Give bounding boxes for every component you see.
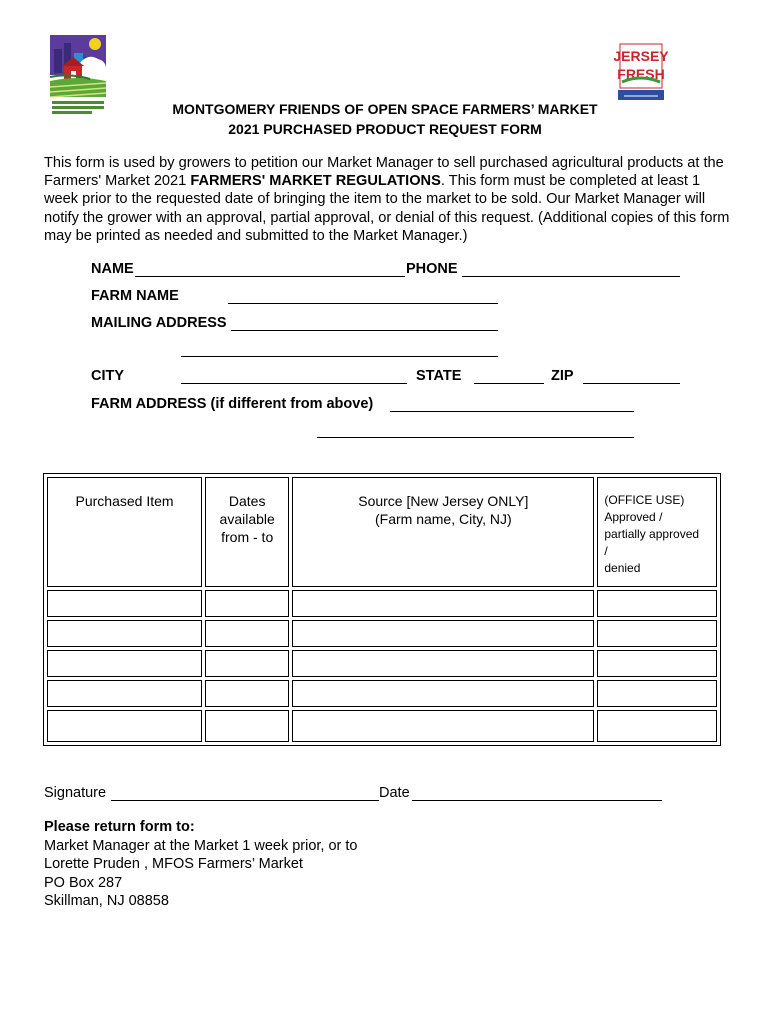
phone-field[interactable] — [462, 276, 680, 277]
intro-paragraph — [44, 154, 734, 245]
farm-address-field[interactable] — [390, 411, 634, 412]
table-row — [47, 620, 717, 647]
mailing-address-field-2[interactable] — [181, 356, 498, 357]
office-cell[interactable] — [597, 680, 717, 707]
state-field[interactable] — [474, 383, 544, 384]
farm-address-label: FARM ADDRESS (if different from above) — [91, 396, 374, 412]
date-label: Date — [379, 785, 410, 801]
mailing-address-field[interactable] — [231, 330, 498, 331]
dates-cell[interactable] — [205, 680, 289, 707]
source-cell[interactable] — [292, 680, 594, 707]
table-header-row — [47, 477, 717, 587]
return-line-4: Skillman, NJ 08858 — [44, 893, 169, 909]
return-line-2: Lorette Pruden , MFOS Farmers’ Market — [44, 856, 303, 872]
table-row — [47, 680, 717, 707]
page-title: MONTGOMERY FRIENDS OF OPEN SPACE FARMERS’ MARKET — [172, 101, 598, 117]
signature-field[interactable] — [111, 800, 379, 801]
phone-label: PHONE — [406, 261, 458, 277]
table-row — [47, 710, 717, 742]
svg-text:FRESH: FRESH — [617, 66, 665, 82]
mailing-address-label: MAILING ADDRESS — [91, 315, 227, 331]
column-header-dates: Dates available from - to — [205, 477, 289, 587]
zip-label: ZIP — [551, 368, 574, 384]
jersey-fresh-logo — [614, 42, 668, 102]
item-cell[interactable] — [47, 710, 202, 742]
farm-address-field-2[interactable] — [317, 437, 634, 438]
page-subtitle: 2021 PURCHASED PRODUCT REQUEST FORM — [228, 121, 542, 137]
office-cell[interactable] — [597, 710, 717, 742]
signature-label: Signature — [44, 785, 107, 801]
farm-name-label: FARM NAME — [91, 288, 179, 304]
intro-text-2: . This form must be completed at least 1 week prior to the requested date of bringing the item to the market to be sold. Our Market Manager will notify the grower with an approval, partial approval, or denial of this request. (Additional copies of this form may be printed as needed and submitted to the Market Manager.) — [44, 173, 730, 244]
source-cell[interactable] — [292, 590, 594, 617]
name-field[interactable] — [135, 276, 405, 277]
date-field[interactable] — [412, 800, 662, 801]
return-line-3: PO Box 287 — [44, 874, 123, 891]
table-row — [47, 590, 717, 617]
farm-name-field[interactable] — [228, 303, 498, 304]
column-header-purchased-item: Purchased Item — [47, 477, 202, 587]
purchased-items-table — [43, 473, 721, 746]
table-row — [47, 650, 717, 677]
zip-field[interactable] — [583, 383, 680, 384]
source-cell[interactable] — [292, 710, 594, 742]
return-line-1: Market Manager at the Market 1 week prior, or to — [44, 837, 358, 854]
state-label: STATE — [416, 368, 462, 384]
city-label: CITY — [91, 368, 125, 384]
return-info — [44, 818, 358, 911]
office-cell[interactable] — [597, 620, 717, 647]
item-cell[interactable] — [47, 680, 202, 707]
regulations-reference: FARMERS' MARKET REGULATIONS — [190, 173, 441, 190]
dates-cell[interactable] — [205, 590, 289, 617]
svg-text:JERSEY: JERSEY — [614, 48, 668, 64]
source-cell[interactable] — [292, 620, 594, 647]
name-label: NAME — [91, 261, 134, 277]
item-cell[interactable] — [47, 620, 202, 647]
item-cell[interactable] — [47, 650, 202, 677]
dates-cell[interactable] — [205, 650, 289, 677]
intro-text-1: This form is used by growers to petition our Market Manager to sell purchased agricultural products at the Farmers' Market 2021 — [44, 155, 724, 190]
source-cell[interactable] — [292, 650, 594, 677]
column-header-source: Source [New Jersey ONLY] (Farm name, City, NJ) — [292, 477, 594, 587]
return-heading: Please return form to: — [44, 819, 195, 835]
dates-cell[interactable] — [205, 620, 289, 647]
item-cell[interactable] — [47, 590, 202, 617]
office-cell[interactable] — [597, 650, 717, 677]
office-cell[interactable] — [597, 590, 717, 617]
city-field[interactable] — [181, 383, 407, 384]
column-header-office-use: (OFFICE USE) Approved / partially approved / denied — [597, 477, 717, 587]
dates-cell[interactable] — [205, 710, 289, 742]
